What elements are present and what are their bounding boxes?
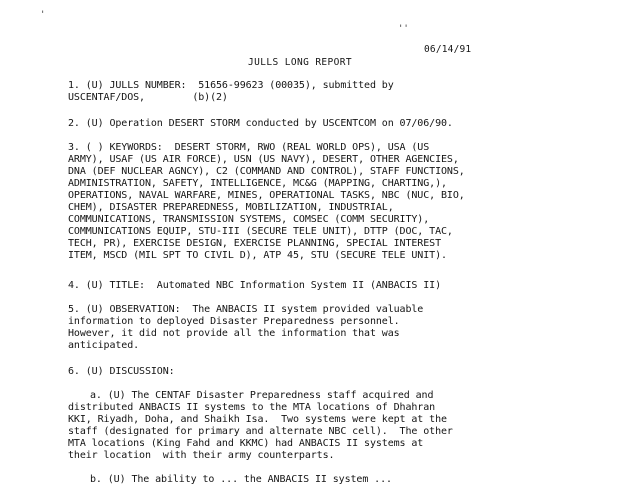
text-line: their location with their army counterparts. <box>68 450 335 461</box>
page-mark-top-left: ' <box>40 10 46 20</box>
text-line: distributed ANBACIS II systems to the MTA locations of Dhahran <box>68 402 436 413</box>
text-line: ADMINISTRATION, SAFETY, INTELLIGENCE, MC&G (MAPPING, CHARTING,), <box>68 178 447 189</box>
text-line: However, it did not provide all the information that was <box>68 328 400 339</box>
paragraph-keywords <box>68 142 465 262</box>
text-line: anticipated. <box>68 340 140 351</box>
text-line: 6. (U) DISCUSSION: <box>68 366 175 377</box>
text-line: 2. (U) Operation DESERT STORM conducted by USCENTCOM on 07/06/90. <box>68 118 453 129</box>
text-line: TECH, PR), EXERCISE DESIGN, EXERCISE PLANNING, SPECIAL INTEREST <box>68 238 441 249</box>
text-line: 3. ( ) KEYWORDS: DESERT STORM, RWO (REAL WORLD OPS), USA (US <box>68 142 430 153</box>
text-line: 4. (U) TITLE: Automated NBC Information System II (ANBACIS II) <box>68 280 441 291</box>
text-line: 1. (U) JULLS NUMBER: 51656-99623 (00035), submitted by <box>68 80 394 91</box>
paragraph-discussion-heading <box>68 366 175 378</box>
text-line: 5. (U) OBSERVATION: The ANBACIS II system provided valuable <box>68 304 424 315</box>
text-line: USCENTAF/DOS, (b)(2) <box>68 92 228 103</box>
paragraph-operation <box>68 118 453 130</box>
text-line: COMMUNICATIONS EQUIP, STU-III (SECURE TELE UNIT), DTTP (DOC, TAC, <box>68 226 453 237</box>
text-line: COMMUNICATIONS, TRANSMISSION SYSTEMS, COMSEC (COMM SECURITY), <box>68 214 430 225</box>
paragraph-discussion-b <box>68 474 392 486</box>
page-mark-top-right: '' <box>398 24 409 34</box>
text-line: OPERATIONS, NAVAL WARFARE, MINES, OPERATIONAL TASKS, NBC (NUC, BIO, <box>68 190 465 201</box>
text-line: b. (U) The ability to ... the ANBACIS II system ... <box>90 474 392 485</box>
text-line: ARMY), USAF (US AIR FORCE), USN (US NAVY), DESERT, OTHER AGENCIES, <box>68 154 459 165</box>
text-line: ITEM, MSCD (MIL SPT TO CIVIL D), ATP 45, STU (SECURE TELE UNIT). <box>68 250 447 261</box>
paragraph-title <box>68 280 441 292</box>
paragraph-julls-number <box>68 80 394 104</box>
text-line: KKI, Riyadh, Doha, and Shaikh Isa. Two systems were kept at the <box>68 414 447 425</box>
text-line: MTA locations (King Fahd and KKMC) had ANBACIS II systems at <box>68 438 424 449</box>
report-title: JULLS LONG REPORT <box>248 57 353 68</box>
text-line: information to deployed Disaster Preparedness personnel. <box>68 316 400 327</box>
text-line: DNA (DEF NUCLEAR AGNCY), C2 (COMMAND AND CONTROL), STAFF FUNCTIONS, <box>68 166 465 177</box>
paragraph-discussion-a <box>68 390 453 462</box>
text-line: CHEM), DISASTER PREPAREDNESS, MOBILIZATION, INDUSTRIAL, <box>68 202 394 213</box>
paragraph-observation <box>68 304 423 352</box>
report-date: 06/14/91 <box>424 44 472 55</box>
text-line: a. (U) The CENTAF Disaster Preparedness staff acquired and <box>90 390 434 401</box>
text-line: staff (designated for primary and alternate NBC cell). The other <box>68 426 453 437</box>
